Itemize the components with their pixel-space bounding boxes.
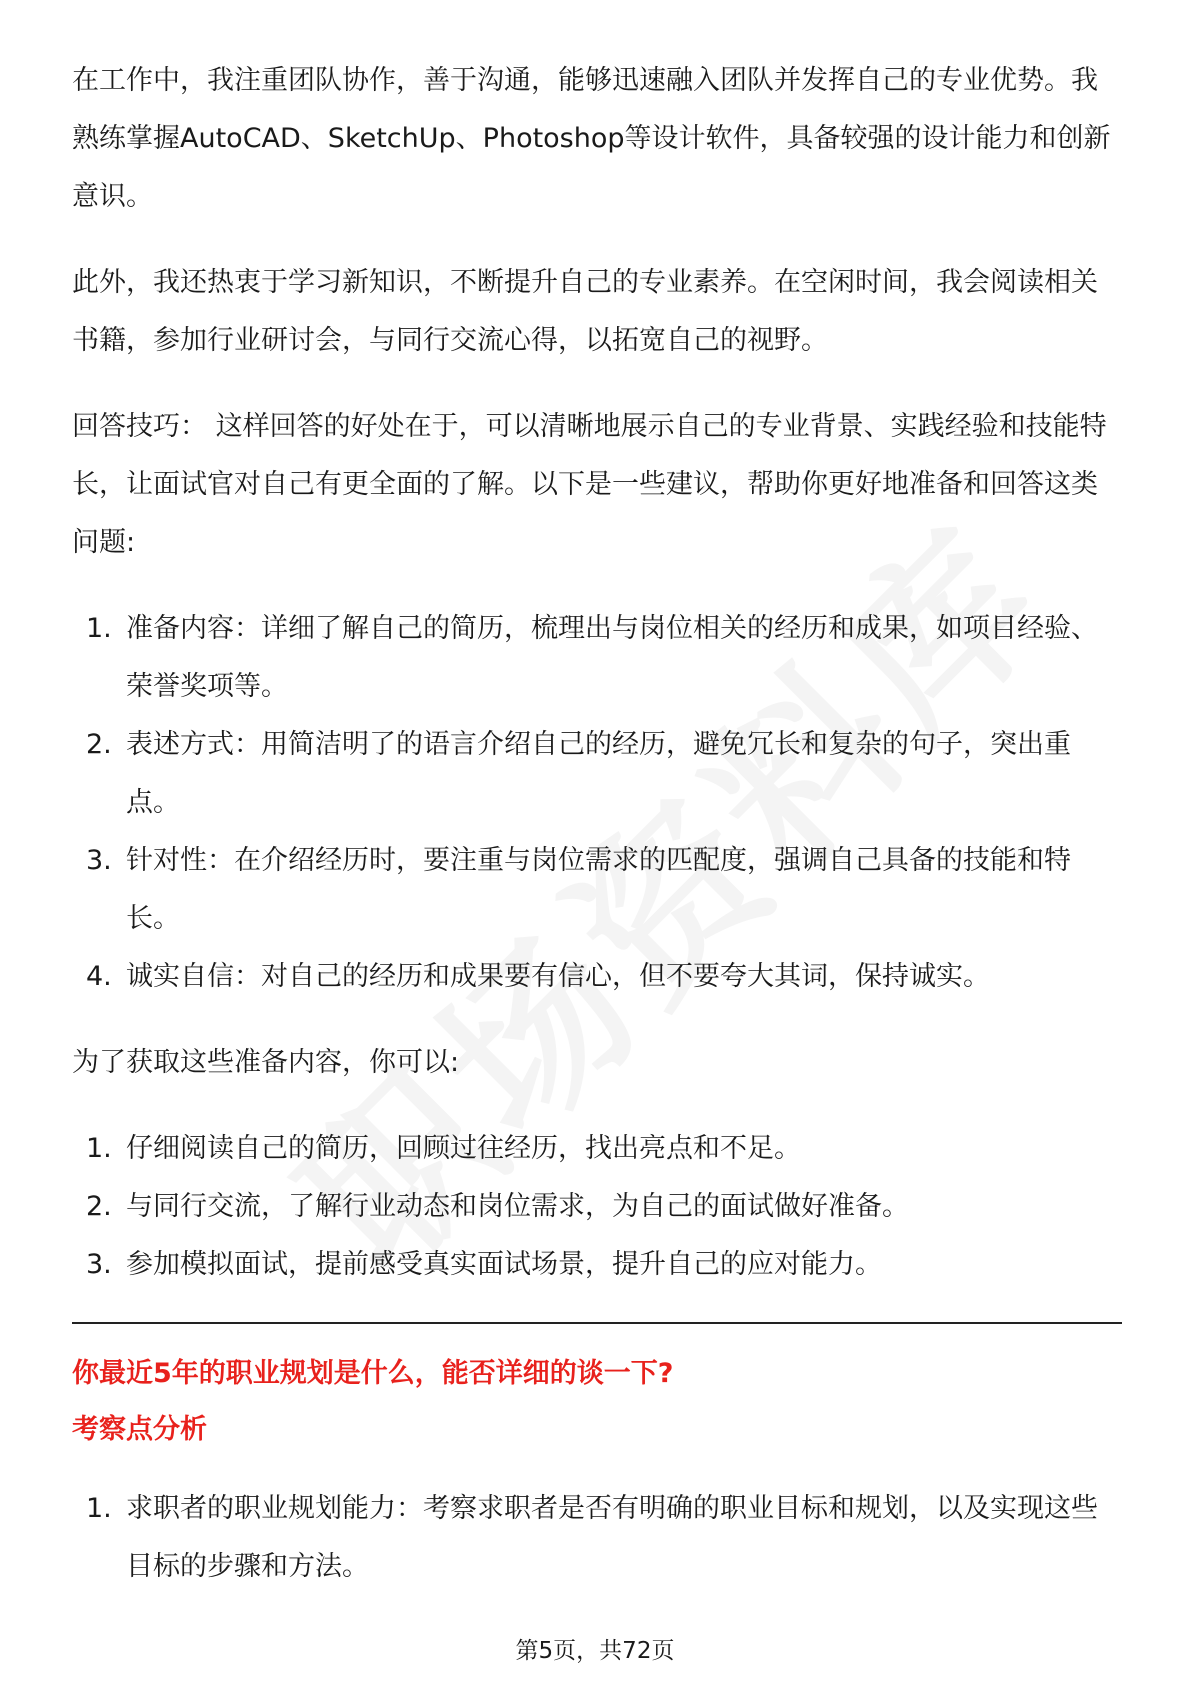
list-item — [72, 832, 1122, 948]
analysis-subtitle: 考察点分析 — [72, 1414, 207, 1445]
paragraph-learning: 此外，我还热衷于学习新知识，不断提升自己的专业素养。在空闲时间，我会阅读相关书籍，参加行业研讨会，与同行交流心得，以拓宽自己的视野。 — [72, 267, 1098, 356]
list-number: 2. — [86, 729, 112, 760]
list-item-text: 诚实自信：对自己的经历和成果要有信心，但不要夸大其词，保持诚实。 — [126, 961, 990, 992]
list-number: 3. — [86, 845, 112, 876]
page-footer: 第5页，共72页 — [515, 1638, 675, 1664]
list-item-text: 与同行交流，了解行业动态和岗位需求，为自己的面试做好准备。 — [126, 1191, 909, 1222]
list-number: 2. — [86, 1191, 112, 1222]
list-item-text: 仔细阅读自己的简历，回顾过往经历，找出亮点和不足。 — [126, 1133, 801, 1164]
list-item — [72, 1120, 1122, 1178]
list-item — [72, 1480, 1122, 1596]
list-item-text: 表述方式：用简洁明了的语言介绍自己的经历，避免冗长和复杂的句子，突出重点。 — [126, 729, 1071, 818]
list-number: 4. — [86, 961, 112, 992]
list-item-text: 针对性：在介绍经历时，要注重与岗位需求的匹配度，强调自己具备的技能和特长。 — [126, 845, 1071, 934]
list-item — [72, 1236, 1122, 1294]
list-item — [72, 948, 1122, 1006]
preparation-list — [72, 1120, 1122, 1294]
list-item-text: 参加模拟面试，提前感受真实面试场景，提升自己的应对能力。 — [126, 1249, 882, 1280]
section-divider — [72, 1322, 1122, 1324]
tips-list — [72, 600, 1122, 1006]
paragraph-teamwork: 在工作中，我注重团队协作，善于沟通，能够迅速融入团队并发挥自己的专业优势。我熟练掌握AutoCAD、SketchUp、Photoshop等设计软件，具备较强的设计能力和创新意识。 — [72, 65, 1111, 212]
list-item — [72, 600, 1122, 716]
list-number: 1. — [86, 613, 112, 644]
list-item — [72, 716, 1122, 832]
analysis-list — [72, 1480, 1122, 1596]
list-number: 3. — [86, 1249, 112, 1280]
list-number: 1. — [86, 1493, 112, 1524]
paragraph-preparation-intro: 为了获取这些准备内容，你可以: — [72, 1047, 460, 1078]
list-item-text: 准备内容：详细了解自己的简历，梳理出与岗位相关的经历和成果，如项目经验、荣誉奖项等。 — [126, 613, 1098, 702]
list-item — [72, 1178, 1122, 1236]
question-title: 你最近5年的职业规划是什么，能否详细的谈一下? — [72, 1358, 674, 1389]
list-item-text: 求职者的职业规划能力：考察求职者是否有明确的职业目标和规划，以及实现这些目标的步骤和方法。 — [126, 1493, 1098, 1582]
paragraph-answer-tips: 回答技巧： 这样回答的好处在于，可以清晰地展示自己的专业背景、实践经验和技能特长，让面试官对自己有更全面的了解。以下是一些建议，帮助你更好地准备和回答这类问题: — [72, 411, 1107, 558]
document-body — [72, 52, 1122, 1624]
list-number: 1. — [86, 1133, 112, 1164]
